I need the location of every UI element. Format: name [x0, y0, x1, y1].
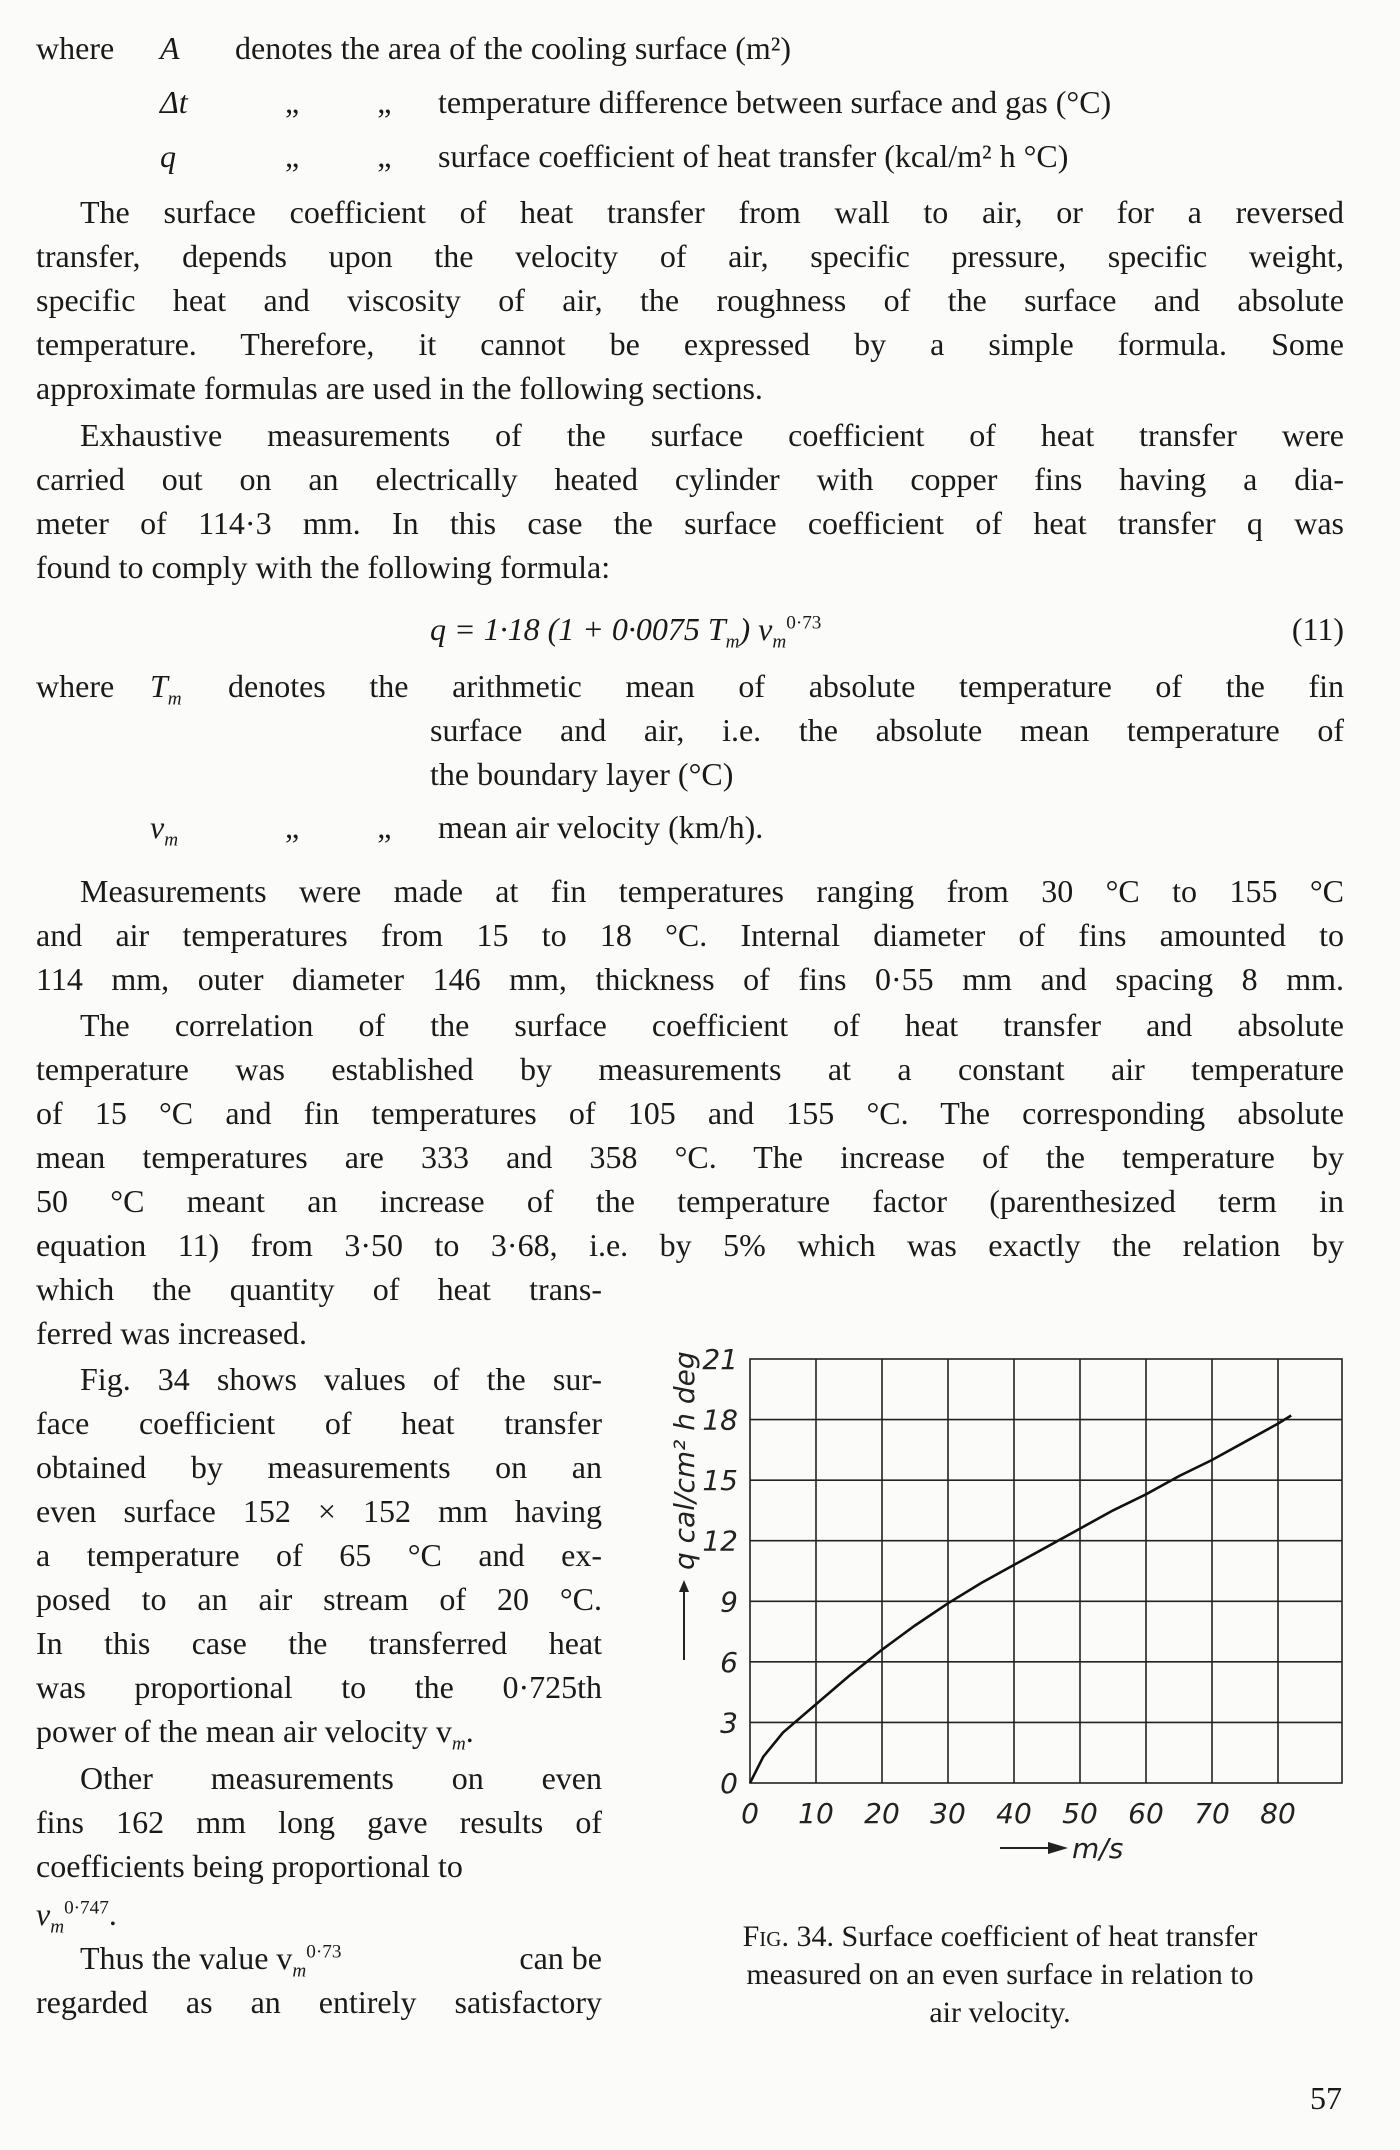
svg-text:0: 0 [720, 1767, 738, 1800]
text-line: Exhaustive measurements of the surface coefficient of heat transfer were [80, 417, 1344, 453]
text-line: $v_m^{0\cdot 747}$. [36, 1896, 117, 1938]
text-line: 50 °C meant an increase of the temperature factor (parenthesized term in [36, 1183, 1344, 1219]
svg-text:0: 0 [741, 1797, 759, 1830]
text-line: meter of 114·3 mm. In this case the surface coefficient of heat transfer q was [36, 505, 1344, 541]
v-sub: m [50, 1916, 65, 1938]
svg-text:10: 10 [798, 1797, 834, 1830]
text-line: The correlation of the surface coefficient of heat transfer and absolute [80, 1007, 1344, 1043]
text-span: can be [519, 1940, 602, 1976]
text-span: power of the mean air velocity v [36, 1713, 452, 1749]
chart-curve [750, 1416, 1291, 1784]
text-line: temperature was established by measurements at a constant air temperature [36, 1051, 1344, 1087]
caption-fig-label: Fig. 34. [742, 1920, 834, 1953]
svg-text:30: 30 [930, 1797, 966, 1830]
text-line: Measurements were made at fin temperatures ranging from 30 °C to 155 °C [80, 873, 1344, 909]
text-line: Other measurements on even [80, 1760, 602, 1796]
text-span: Thus the value v [80, 1940, 293, 1976]
text-line: of 15 °C and fin temperatures of 105 and 155 °C. The corresponding absolute [36, 1095, 1344, 1131]
text-line: and air temperatures from 15 to 18 °C. Internal diameter of fins amounted to [36, 917, 1344, 953]
text-line: In this case the transferred heat [36, 1625, 602, 1661]
definition-text: denotes the area of the cooling surface (m²) [235, 30, 792, 66]
text-line: a temperature of 65 °C and ex- [36, 1537, 602, 1573]
chart-grid [750, 1359, 1342, 1783]
definition-text: surface and air, i.e. the absolute mean temperature of [430, 712, 1344, 748]
svg-text:15: 15 [702, 1464, 738, 1498]
ditto-marks: „ „ [285, 809, 392, 845]
caption-line: measured on an even surface in relation to [746, 1958, 1254, 1991]
v-sup: 0·73 [306, 1941, 342, 1963]
text-line: transfer, depends upon the velocity of air, specific pressure, specific weight, [36, 238, 1344, 274]
svg-text:6: 6 [720, 1645, 738, 1679]
tm-symbol: T [150, 668, 168, 704]
svg-text:9: 9 [720, 1585, 738, 1619]
text-line: even surface 152 × 152 mm having [36, 1493, 602, 1529]
equation-v-sup: 0·73 [786, 612, 822, 634]
vm-symbol: v [150, 809, 165, 845]
definition-symbol: Δt [160, 84, 188, 120]
chart-tick-labels [702, 1343, 1295, 1830]
x-axis-label [1000, 1832, 1123, 1865]
caption-line: Surface coefficient of heat transfer [841, 1920, 1258, 1953]
caption-line: air velocity. [929, 1996, 1071, 2029]
svg-text:q cal/cm² h deg: q cal/cm² h deg [668, 1351, 701, 1570]
text-line: Fig. 34 shows values of the sur- [80, 1361, 602, 1397]
svg-text:21: 21 [702, 1343, 738, 1376]
equation-v-sub: m [772, 631, 787, 653]
v-sup: 0·747 [64, 1897, 109, 1919]
text-line: obtained by measurements on an [36, 1449, 602, 1485]
ditto-marks: „ „ [285, 84, 392, 120]
definition-text: the boundary layer (°C) [430, 756, 734, 792]
text-line: posed to an air stream of 20 °C. [36, 1581, 602, 1617]
vm-sub: m [451, 1733, 466, 1755]
text-line: coefficients being proportional to [36, 1848, 463, 1884]
svg-text:m/s: m/s [1072, 1832, 1124, 1865]
svg-text:70: 70 [1194, 1797, 1230, 1830]
svg-text:12: 12 [702, 1524, 738, 1558]
text-line: equation 11) from 3·50 to 3·68, i.e. by 5% which was exactly the relation by [36, 1227, 1344, 1263]
definition-text: mean air velocity (km/h). [438, 809, 764, 845]
svg-text:18: 18 [702, 1403, 738, 1437]
text-line: was proportional to the 0·725th [36, 1669, 602, 1705]
definition-symbol: q [160, 138, 176, 174]
svg-text:40: 40 [996, 1797, 1032, 1830]
y-axis-label [668, 1351, 701, 1660]
ditto-marks: „ „ [285, 138, 392, 174]
text-line: mean temperatures are 333 and 358 °C. The increase of the temperature by [36, 1139, 1344, 1175]
equation-tm-sub: m [725, 631, 740, 653]
definition-symbol: A [160, 30, 180, 66]
definition-text: denotes the arithmetic mean of absolute temperature of the fin [228, 668, 1344, 704]
definition-text: surface coefficient of heat transfer (kcal/m² h °C) [438, 138, 1069, 174]
svg-text:20: 20 [864, 1797, 900, 1830]
definition-text: temperature difference between surface and gas (°C) [438, 84, 1112, 120]
equation-mid: ) v [739, 611, 773, 647]
text-line: face coefficient of heat transfer [36, 1405, 602, 1441]
text-line: carried out on an electrically heated cylinder with copper fins having a dia- [36, 461, 1344, 497]
svg-text:3: 3 [720, 1706, 738, 1740]
text-line: regarded as an entirely satisfactory [36, 1984, 602, 2020]
equation-number: (11) [1291, 611, 1344, 647]
page-number: 57 [1310, 2080, 1342, 2116]
text-line: temperature. Therefore, it cannot be expressed by a simple formula. Some [36, 326, 1344, 362]
text-line: fins 162 mm long gave results of [36, 1804, 602, 1840]
text-line: found to comply with the following formula: [36, 549, 611, 585]
v-sub: m [292, 1960, 307, 1982]
definition-lead: where [36, 668, 115, 704]
text-line: approximate formulas are used in the following sections. [36, 370, 763, 406]
svg-text:80: 80 [1260, 1797, 1296, 1830]
text-line: which the quantity of heat trans- [36, 1271, 602, 1307]
text-line: 114 mm, outer diameter 146 mm, thickness of fins 0·55 mm and spacing 8 mm. [36, 961, 1344, 997]
tm-sub: m [167, 688, 182, 710]
figure-caption [650, 1918, 1350, 2032]
text-line: ferred was increased. [36, 1315, 307, 1351]
v-symbol: v [36, 1896, 51, 1932]
vm-sub: m [164, 829, 179, 851]
svg-text:60: 60 [1128, 1797, 1164, 1830]
text-line: power of the mean air velocity $v_m$. [36, 1713, 474, 1755]
text-line: The surface coefficient of heat transfer from wall to air, or for a reversed [80, 194, 1344, 230]
equation-lhs: q = 1·18 (1 + 0·0075 T [430, 611, 726, 647]
text-line: specific heat and viscosity of air, the roughness of the surface and absolute [36, 282, 1344, 318]
svg-text:50: 50 [1062, 1797, 1098, 1830]
definition-lead: where [36, 30, 115, 66]
